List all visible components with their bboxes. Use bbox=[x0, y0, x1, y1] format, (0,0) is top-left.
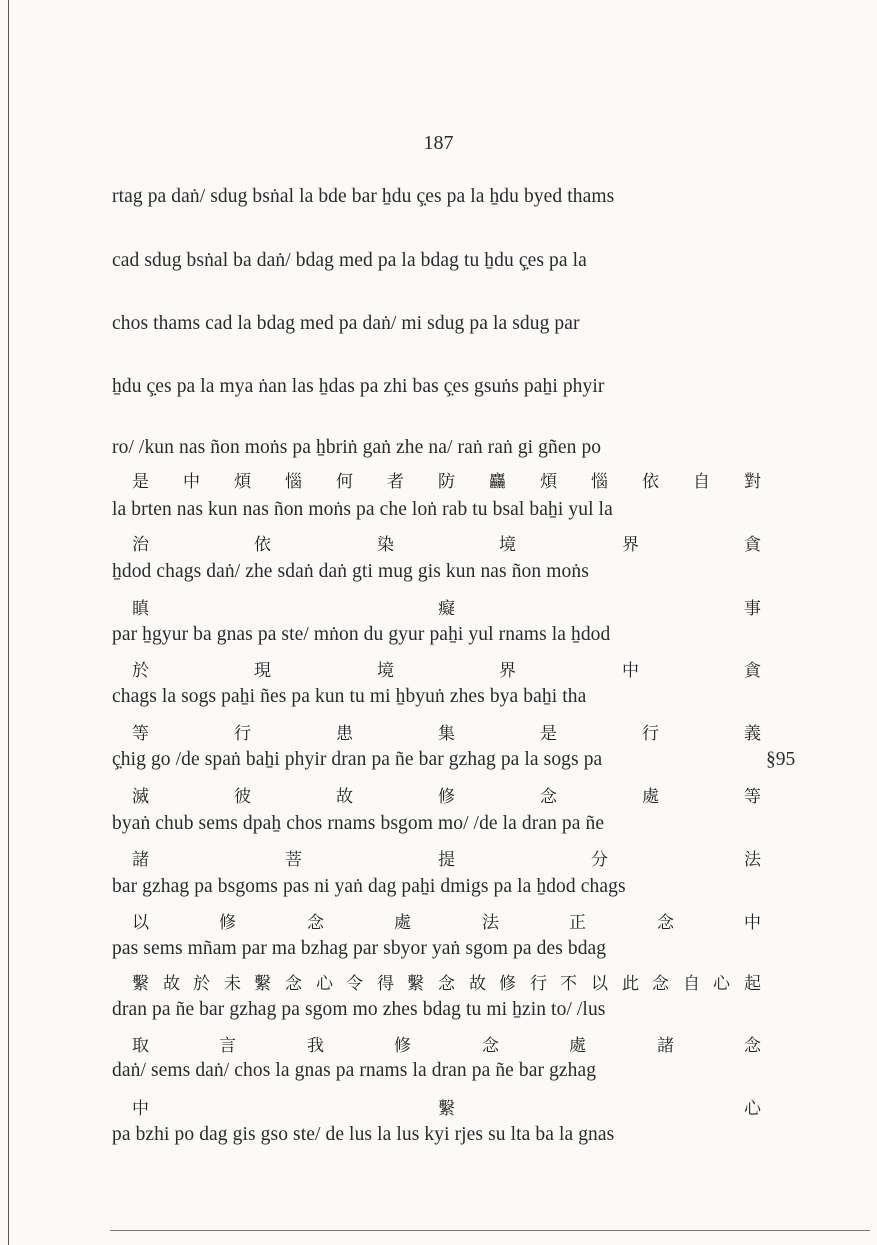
text-line: daṅ/ sems daṅ/ chos la gnas pa rnams la dran pa ñe bar gzhag bbox=[112, 1060, 597, 1081]
cjk-char: 故 bbox=[336, 787, 353, 807]
cjk-char: 繫 bbox=[438, 1099, 455, 1119]
cjk-char: 念 bbox=[482, 1036, 499, 1056]
cjk-char: 處 bbox=[569, 1036, 586, 1056]
cjk-char: 癡 bbox=[438, 599, 455, 619]
cjk-char: 治 bbox=[132, 535, 149, 555]
cjk-char: 處 bbox=[642, 787, 659, 807]
cjk-char: 現 bbox=[254, 661, 271, 681]
cjk-char: 正 bbox=[569, 913, 586, 933]
cjk-char: 是 bbox=[132, 472, 149, 492]
text-line: dran pa ñe bar gzhag pa sgom mo zhes bdag tu mi ẖzin to/ /lus bbox=[112, 999, 606, 1020]
cjk-char: 處 bbox=[394, 913, 411, 933]
cjk-char: 行 bbox=[642, 724, 659, 744]
cjk-char: 防 bbox=[438, 472, 455, 492]
cjk-char: 煩 bbox=[540, 472, 557, 492]
page-number: 187 bbox=[423, 132, 454, 154]
cjk-char: 起 bbox=[744, 974, 761, 994]
cjk-char: 麤 bbox=[489, 472, 506, 492]
cjk-char: 行 bbox=[234, 724, 251, 744]
cjk-char: 滅 bbox=[132, 787, 149, 807]
cjk-char: 界 bbox=[622, 535, 639, 555]
cjk-char: 念 bbox=[307, 913, 324, 933]
cjk-char: 惱 bbox=[285, 472, 302, 492]
cjk-char: 心 bbox=[316, 974, 333, 994]
cjk-char: 提 bbox=[438, 850, 455, 870]
cjk-char: 未 bbox=[224, 974, 241, 994]
cjk-char: 諸 bbox=[657, 1036, 674, 1056]
cjk-char: 惱 bbox=[591, 472, 608, 492]
cjk-char: 彼 bbox=[234, 787, 251, 807]
cjk-char: 取 bbox=[132, 1036, 149, 1056]
cjk-char: 境 bbox=[377, 661, 394, 681]
cjk-char: 患 bbox=[336, 724, 353, 744]
cjk-char: 念 bbox=[438, 974, 455, 994]
cjk-char: 法 bbox=[744, 850, 761, 870]
text-line: chos thams cad la bdag med pa daṅ/ mi sdug pa la sdug par bbox=[112, 313, 580, 334]
cjk-char: 貪 bbox=[744, 535, 761, 555]
cjk-char: 令 bbox=[346, 974, 363, 994]
cjk-char: 念 bbox=[540, 787, 557, 807]
cjk-char: 於 bbox=[132, 661, 149, 681]
text-line: ẖdod chags daṅ/ zhe sdaṅ daṅ gti mug gis kun nas ñon moṅs bbox=[112, 561, 589, 582]
cjk-char: 境 bbox=[499, 535, 516, 555]
cjk-char: 行 bbox=[530, 974, 547, 994]
cjk-char: 何 bbox=[336, 472, 353, 492]
text-line: byaṅ chub sems dpaẖ chos rnams bsgom mo/ /de la dran pa ñe bbox=[112, 813, 605, 834]
cjk-char: 念 bbox=[744, 1036, 761, 1056]
cjk-char: 中 bbox=[183, 472, 200, 492]
cjk-char: 故 bbox=[163, 974, 180, 994]
text-line: bar gzhag pa bsgoms pas ni yaṅ dag paẖi dmigs pa la ẖdod chags bbox=[112, 876, 626, 897]
cjk-char: 是 bbox=[540, 724, 557, 744]
page-edge bbox=[8, 0, 9, 1245]
cjk-char: 菩 bbox=[285, 850, 302, 870]
cjk-char: 分 bbox=[591, 850, 608, 870]
cjk-char: 我 bbox=[307, 1036, 324, 1056]
cjk-char: 念 bbox=[657, 913, 674, 933]
cjk-char: 心 bbox=[713, 974, 730, 994]
cjk-char: 修 bbox=[394, 1036, 411, 1056]
cjk-char: 得 bbox=[377, 974, 394, 994]
cjk-char: 以 bbox=[591, 974, 608, 994]
cjk-char: 等 bbox=[744, 787, 761, 807]
cjk-char: 法 bbox=[482, 913, 499, 933]
cjk-char: 諸 bbox=[132, 850, 149, 870]
cjk-char: 故 bbox=[469, 974, 486, 994]
cjk-char: 繫 bbox=[407, 974, 424, 994]
cjk-char: 繫 bbox=[254, 974, 271, 994]
text-line: pa bzhi po dag gis gso ste/ de lus la lus kyi rjes su lta ba la gnas bbox=[112, 1124, 615, 1145]
cjk-char: 依 bbox=[254, 535, 271, 555]
cjk-char: 集 bbox=[438, 724, 455, 744]
cjk-char: 自 bbox=[683, 974, 700, 994]
cjk-char: 瞋 bbox=[132, 599, 149, 619]
text-line: ç̣hig go /de spaṅ baẖi phyir dran pa ñe bar gzhag pa la sogs pa bbox=[112, 749, 603, 770]
text-line: la brten nas kun nas ñon moṅs pa che loṅ rab tu bsal baẖi yul la bbox=[112, 499, 613, 520]
cjk-char: 界 bbox=[499, 661, 516, 681]
cjk-char: 義 bbox=[744, 724, 761, 744]
cjk-char: 以 bbox=[132, 913, 149, 933]
cjk-char: 對 bbox=[744, 472, 761, 492]
cjk-char: 心 bbox=[744, 1099, 761, 1119]
cjk-char: 等 bbox=[132, 724, 149, 744]
cjk-char: 不 bbox=[560, 974, 577, 994]
cjk-char: 中 bbox=[622, 661, 639, 681]
cjk-char: 煩 bbox=[234, 472, 251, 492]
cjk-char: 修 bbox=[219, 913, 236, 933]
cjk-char: 事 bbox=[744, 599, 761, 619]
cjk-char: 者 bbox=[387, 472, 404, 492]
section-marker: §95 bbox=[766, 749, 796, 770]
text-line: rtag pa daṅ/ sdug bsṅal la bde bar ẖdu ç̣es pa la ẖdu byed thams bbox=[112, 186, 615, 207]
cjk-char: 依 bbox=[642, 472, 659, 492]
text-line: chags la sogs paẖi ñes pa kun tu mi ẖbyuṅ zhes bya baẖi tha bbox=[112, 686, 587, 707]
cjk-char: 中 bbox=[132, 1099, 149, 1119]
cjk-char: 繫 bbox=[132, 974, 149, 994]
cjk-char: 言 bbox=[219, 1036, 236, 1056]
cjk-char: 修 bbox=[499, 974, 516, 994]
text-line: ẖdu ç̣es pa la mya ṅan las ẖdas pa zhi bas ç̣es gsuṅs paẖi phyir bbox=[112, 376, 605, 397]
cjk-char: 念 bbox=[285, 974, 302, 994]
cjk-char: 染 bbox=[377, 535, 394, 555]
text-line: ro/ /kun nas ñon moṅs pa ẖbriṅ gaṅ zhe na/ raṅ raṅ gi gñen po bbox=[112, 437, 602, 458]
cjk-char: 此 bbox=[622, 974, 639, 994]
cjk-char: 念 bbox=[652, 974, 669, 994]
text-line: cad sdug bsṅal ba daṅ/ bdag med pa la bdag tu ẖdu ç̣es pa la bbox=[112, 250, 587, 271]
cjk-char: 於 bbox=[193, 974, 210, 994]
cjk-char: 自 bbox=[693, 472, 710, 492]
text-line: pas sems mñam par ma bzhag par sbyor yaṅ sgom pa des bdag bbox=[112, 938, 607, 959]
cjk-char: 中 bbox=[744, 913, 761, 933]
text-line: par ẖgyur ba gnas pa ste/ mṅon du gyur paẖi yul rnams la ẖdod bbox=[112, 624, 611, 645]
cjk-char: 貪 bbox=[744, 661, 761, 681]
cjk-char: 修 bbox=[438, 787, 455, 807]
bottom-rule bbox=[110, 1230, 870, 1231]
